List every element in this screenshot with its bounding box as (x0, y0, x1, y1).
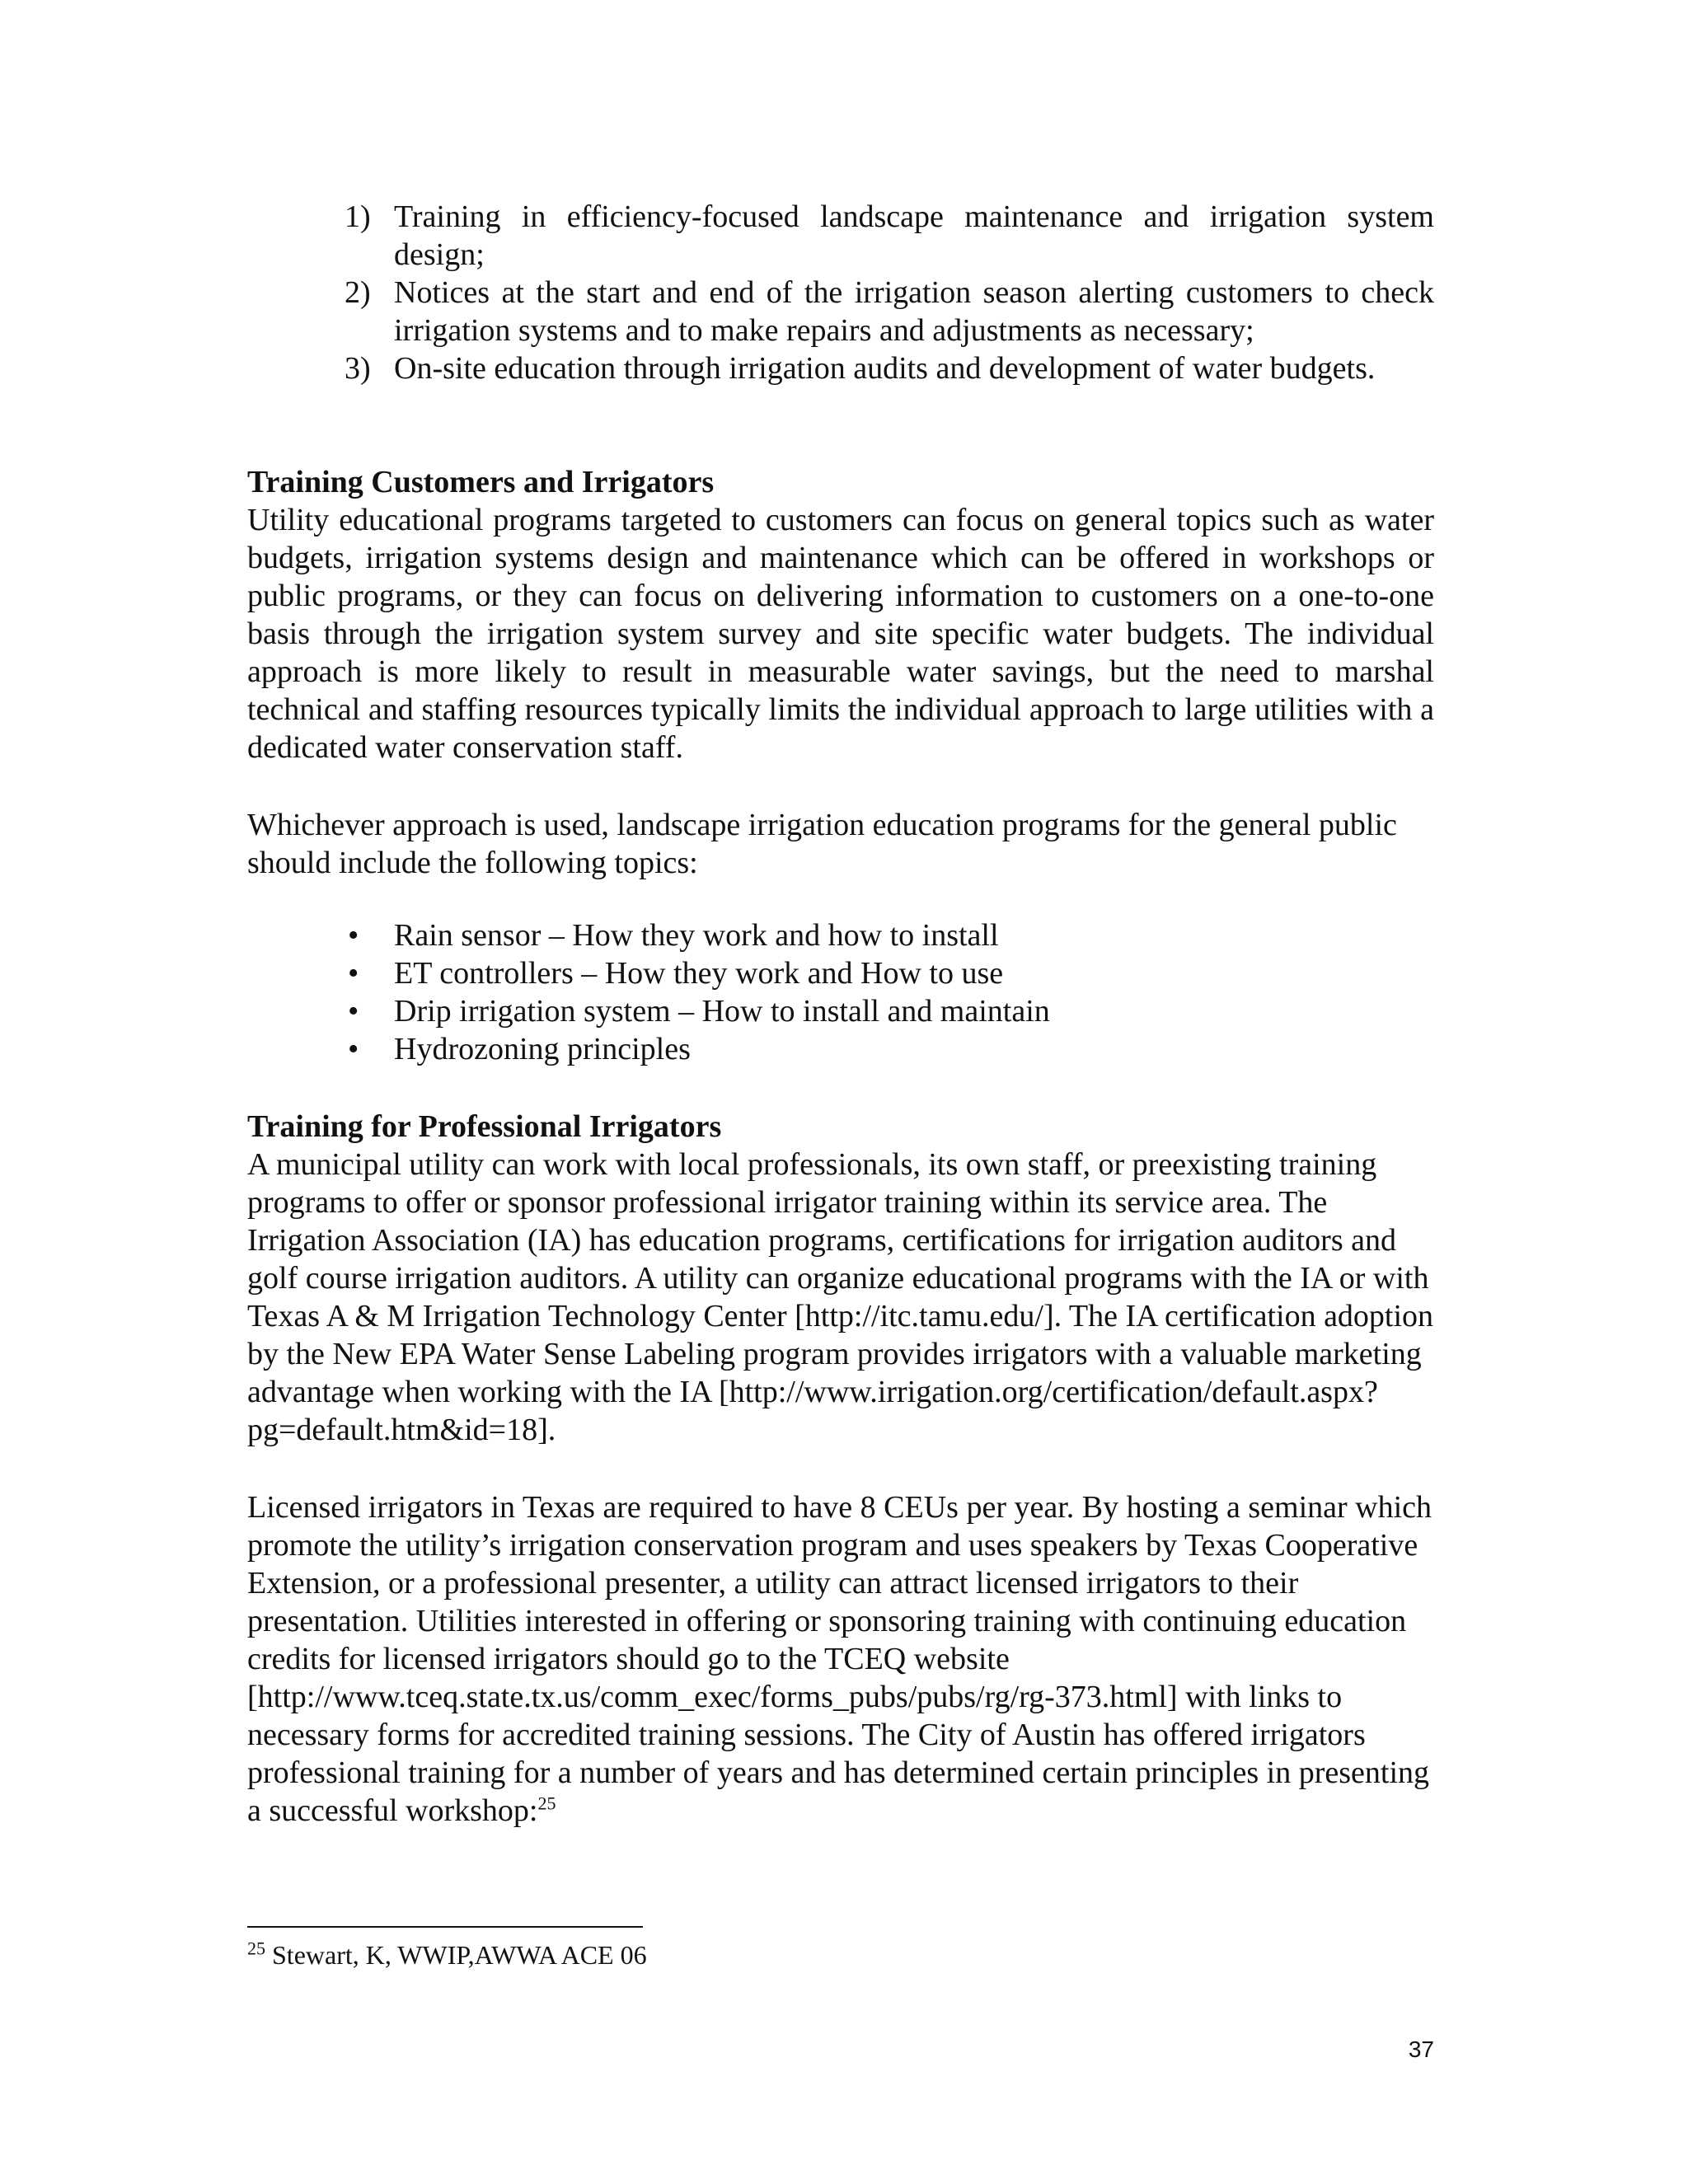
list-item-text: ET controllers – How they work and How to use (394, 956, 1004, 991)
paragraph: Utility educational programs targeted to customers can focus on general topics such as water budgets, irrigation systems design and maintenance which can be offered in workshops or public programs, or they can focus on delivering information to customers on a one-to-one basis through the irrigation system survey and site specific water budgets. The individual approach is more likely to result in measurable water savings, but the need to marshal technical and staffing resources typically limits the individual approach to large utilities with a dedicated water conservation staff. (247, 503, 1434, 765)
list-number: 2) (345, 275, 371, 310)
footnote-marker: 25 (247, 1938, 265, 1959)
paragraph-licensed (247, 1488, 1434, 1830)
list-item-text: On-site education through irrigation audits and development of water budgets. (394, 351, 1376, 386)
list-item (345, 992, 1434, 1030)
paragraph: A municipal utility can work with local professionals, its own staff, or preexisting training programs to offer or sponsor professional irrigator training within its service area. The Irrigation Association (IA) has education programs, certifications for irrigation auditors and golf course irrigation auditors. A utility can organize educational programs with the IA or with Texas A & M Irrigation Technology Center [http://itc.tamu.edu/]. The IA certification adoption by the New EPA Water Sense Labeling program provides irrigators with a valuable marketing advantage when working with the IA [http://www.irrigation.org/certification/default.aspx?pg=default.htm&id=18]. (247, 1147, 1434, 1447)
bullet-icon: • (348, 956, 359, 991)
list-item (345, 916, 1434, 954)
list-item-text: Drip irrigation system – How to install and maintain (394, 994, 1050, 1029)
list-item (345, 349, 1434, 387)
numbered-list (345, 198, 1434, 387)
footnote (247, 1938, 647, 1971)
bullet-icon: • (348, 918, 359, 953)
section-heading: Training for Professional Irrigators (247, 1109, 722, 1144)
list-item (345, 1030, 1434, 1068)
list-item (345, 954, 1434, 992)
list-number: 3) (345, 351, 371, 386)
list-item (345, 198, 1434, 274)
list-item-text: Notices at the start and end of the irrigation season alerting customers to check irrigation systems and to make repairs and adjustments as necessary; (394, 275, 1434, 348)
bullet-icon: • (348, 1032, 359, 1066)
section-customers (247, 463, 1434, 766)
footnote-divider (247, 1926, 643, 1928)
section-heading: Training Customers and Irrigators (247, 465, 715, 499)
footnote-text: Stewart, K, WWIP,AWWA ACE 06 (272, 1940, 647, 1970)
list-item-text: Training in efficiency-focused landscape maintenance and irrigation system design; (394, 199, 1434, 272)
list-item (345, 274, 1434, 349)
paragraph-approach: Whichever approach is used, landscape irrigation education programs for the general public should include the following topics: (247, 808, 1397, 880)
section-professional (247, 1108, 1434, 1449)
list-item-text: Rain sensor – How they work and how to install (394, 918, 999, 953)
paragraph: Licensed irrigators in Texas are required to have 8 CEUs per year. By hosting a seminar which promote the utility’s irrigation conservation program and uses speakers by Texas Cooperative Extension, or a professional presenter, a utility can attract licensed irrigators to their presentation. Utilities interested in offering or sponsoring training with continuing education credits for licensed irrigators should go to the TCEQ website [http://www.tceq.state.tx.us/comm_exec/forms_pubs/pubs/rg/rg-373.html] with links to necessary forms for accredited training sessions. The City of Austin has offered irrigators professional training for a number of years and has determined certain principles in presenting a successful workshop: (247, 1490, 1432, 1828)
page-number: 37 (1408, 2036, 1434, 2062)
bullet-list (345, 916, 1434, 1068)
list-number: 1) (345, 199, 371, 234)
list-item-text: Hydrozoning principles (394, 1032, 691, 1066)
footnote-reference: 25 (537, 1793, 556, 1814)
bullet-icon: • (348, 994, 359, 1029)
